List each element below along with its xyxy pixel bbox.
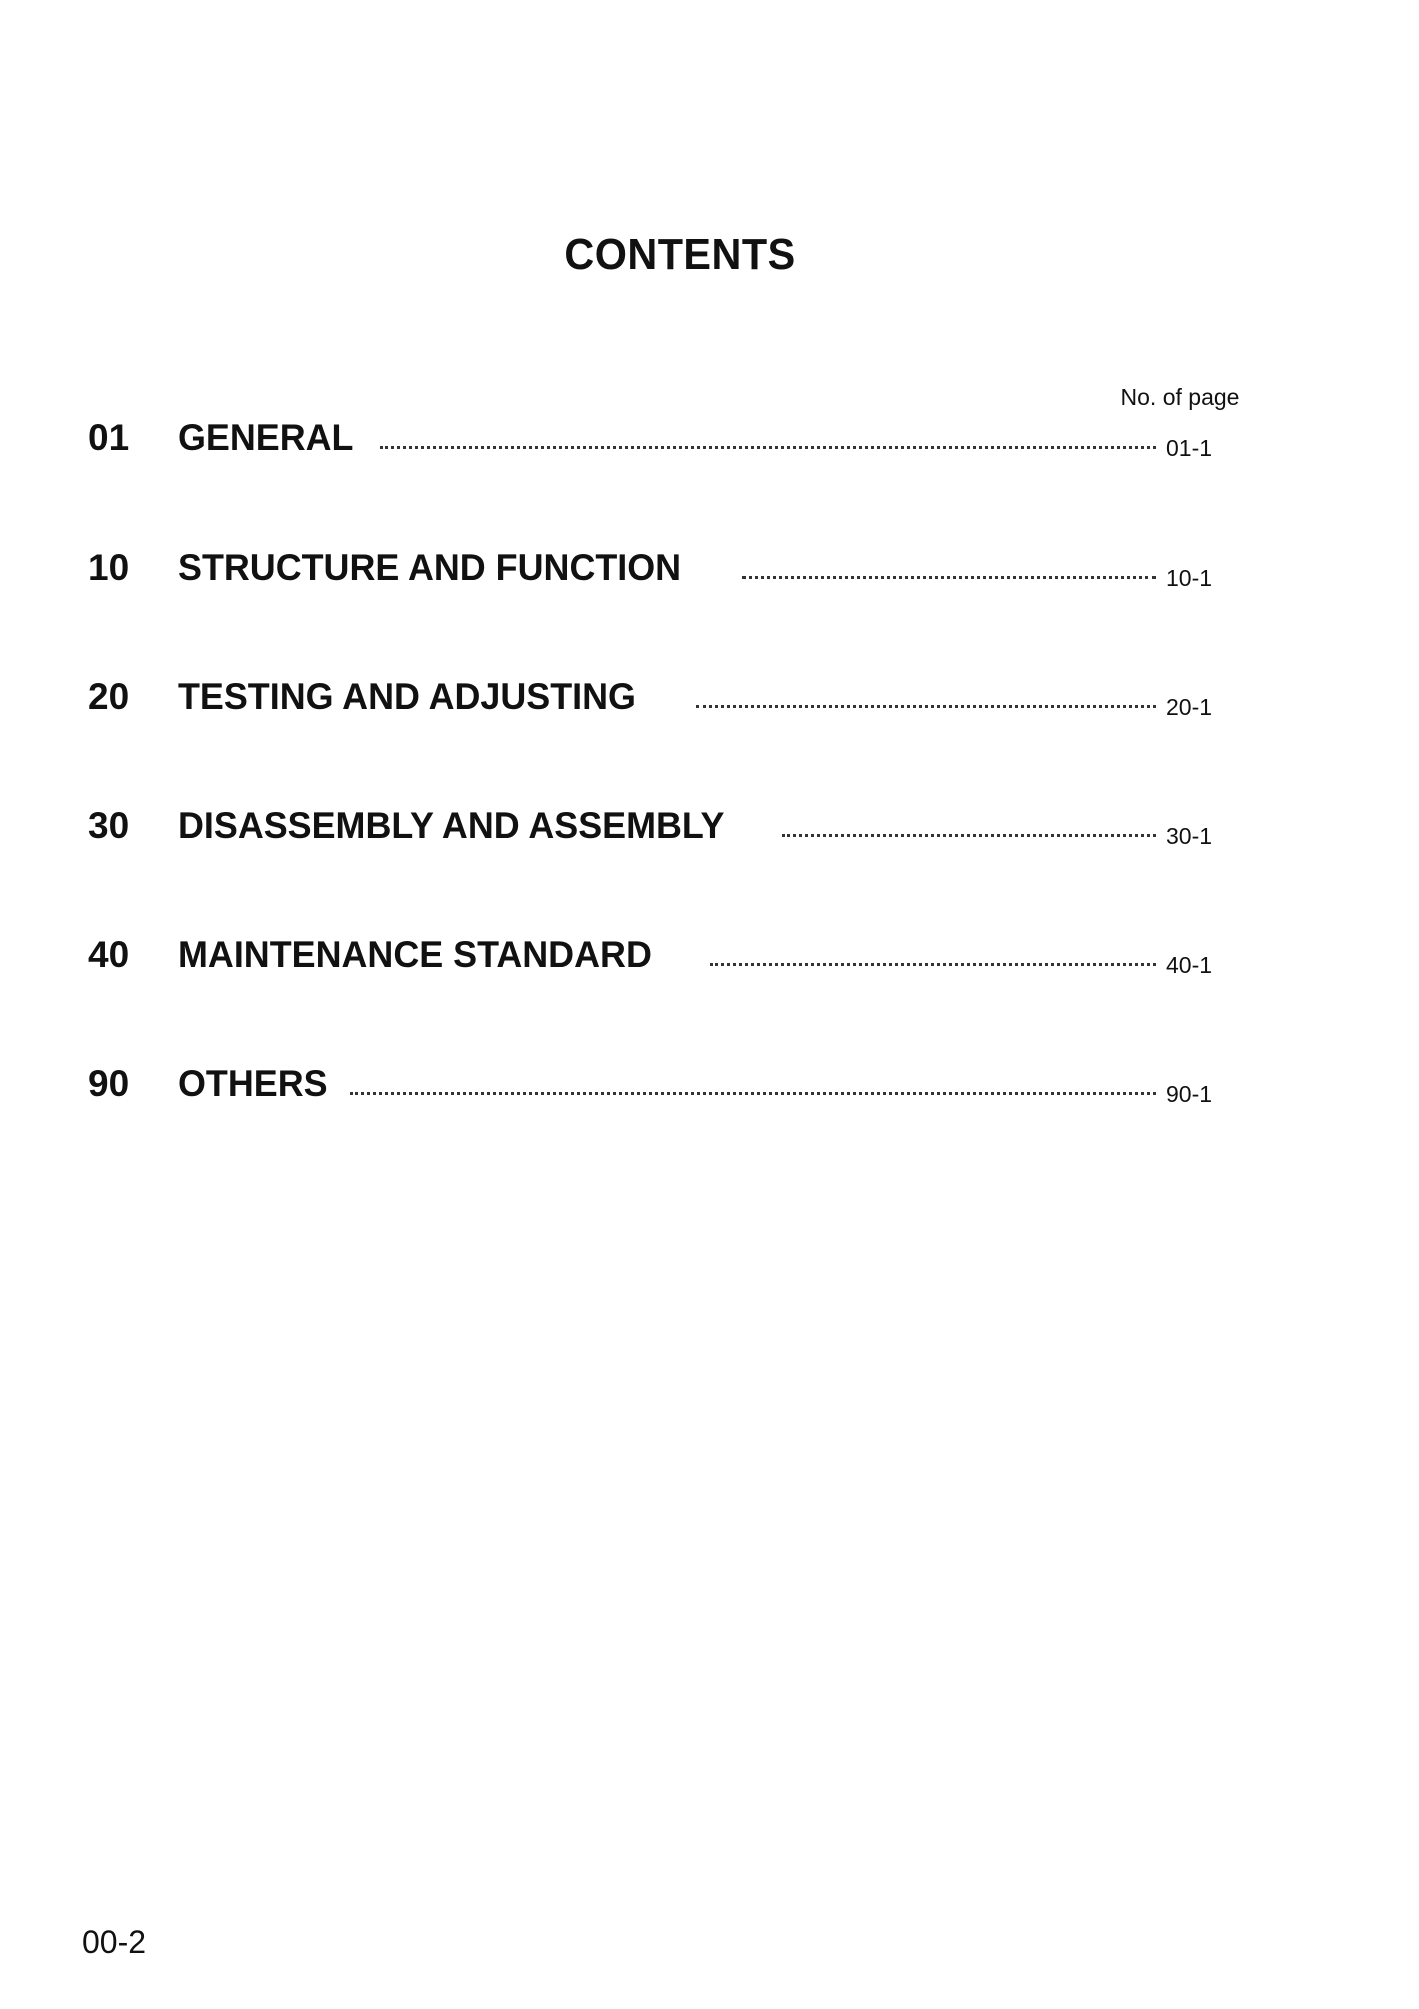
dot-leader <box>710 963 1156 966</box>
dot-leader <box>782 834 1156 837</box>
toc-entry-testing-and-adjusting[interactable] <box>0 667 1419 727</box>
toc-entry-title[interactable]: GENERAL <box>178 417 354 458</box>
toc-entry-title[interactable]: OTHERS <box>178 1063 328 1104</box>
toc-entry-page: 90-1 <box>1166 1081 1213 1107</box>
dot-leader <box>350 1092 1156 1095</box>
toc-entry-number: 40 <box>88 934 130 975</box>
toc-entry-page: 01-1 <box>1166 435 1213 461</box>
toc-entry-number: 01 <box>88 417 130 458</box>
page-title: CONTENTS <box>564 230 796 279</box>
toc-entry-page: 20-1 <box>1166 694 1213 720</box>
toc-entry-number: 30 <box>88 805 130 846</box>
toc-entry-number: 90 <box>88 1063 130 1104</box>
toc-entry-general[interactable] <box>0 408 1419 468</box>
toc-entry-others[interactable] <box>0 1054 1419 1114</box>
toc-entry-page: 30-1 <box>1166 823 1213 849</box>
toc-entry-number: 20 <box>88 676 130 717</box>
toc-entry-title[interactable]: MAINTENANCE STANDARD <box>178 934 652 975</box>
toc-entry-structure-and-function[interactable] <box>0 538 1419 598</box>
dot-leader <box>380 446 1156 449</box>
footer-page-number: 00-2 <box>82 1924 147 1960</box>
dot-leader <box>742 576 1156 579</box>
toc-entry-page: 10-1 <box>1166 565 1213 591</box>
toc-entry-disassembly-and-assembly[interactable] <box>0 796 1419 856</box>
dot-leader <box>696 705 1156 708</box>
page-column-header: No. of page <box>1120 384 1240 410</box>
toc-entry-number: 10 <box>88 547 130 588</box>
toc-entry-title[interactable]: DISASSEMBLY AND ASSEMBLY <box>178 805 725 846</box>
toc-entry-maintenance-standard[interactable] <box>0 925 1419 985</box>
toc-entry-page: 40-1 <box>1166 952 1213 978</box>
toc-entry-title[interactable]: STRUCTURE AND FUNCTION <box>178 547 682 588</box>
toc-entry-title[interactable]: TESTING AND ADJUSTING <box>178 676 636 717</box>
